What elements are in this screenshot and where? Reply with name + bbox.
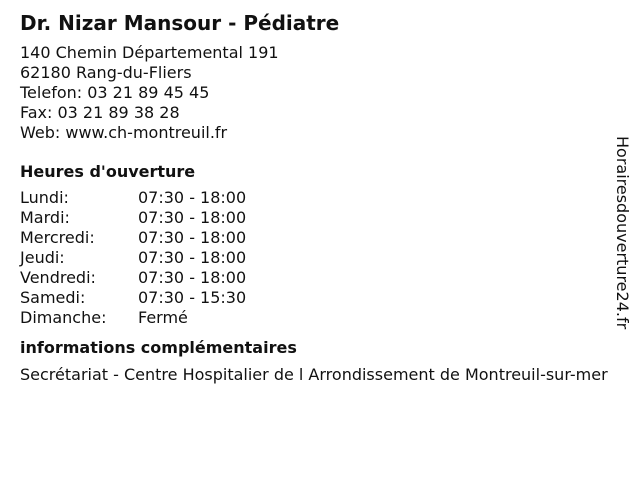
hours-row [20,308,246,328]
day-label: Dimanche: [20,308,107,327]
day-time: 07:30 - 18:00 [138,248,247,267]
day-label: Samedi: [20,288,86,307]
contact-block [20,43,620,143]
website: Web: www.ch-montreuil.fr [20,123,228,142]
business-listing [20,10,620,385]
page-title: Dr. Nizar Mansour - Pédiatre [20,11,340,35]
info-heading: informations complémentaires [20,338,297,357]
info-text: Secrétariat - Centre Hospitalier de l Arrondissement de Montreuil-sur-mer [20,365,608,384]
day-time: 07:30 - 18:00 [138,208,247,227]
phone-number: Telefon: 03 21 89 45 45 [20,83,210,102]
watermark: Horairesdouverture24.fr [613,136,632,330]
hours-row [20,268,246,288]
hours-row [20,188,246,208]
day-label: Lundi: [20,188,69,207]
hours-row [20,288,246,308]
day-time: 07:30 - 15:30 [138,288,247,307]
day-time: Fermé [138,308,188,327]
day-time: 07:30 - 18:00 [138,188,247,207]
day-label: Jeudi: [20,248,65,267]
fax-number: Fax: 03 21 89 38 28 [20,103,180,122]
hours-row [20,248,246,268]
street-address: 140 Chemin Départemental 191 [20,43,279,62]
city-address: 62180 Rang-du-Fliers [20,63,192,82]
day-label: Mardi: [20,208,70,227]
hours-row [20,228,246,248]
day-label: Mercredi: [20,228,95,247]
day-time: 07:30 - 18:00 [138,268,247,287]
hours-heading: Heures d'ouverture [20,162,196,181]
hours-table [20,188,246,328]
day-time: 07:30 - 18:00 [138,228,247,247]
day-label: Vendredi: [20,268,96,287]
hours-row [20,208,246,228]
